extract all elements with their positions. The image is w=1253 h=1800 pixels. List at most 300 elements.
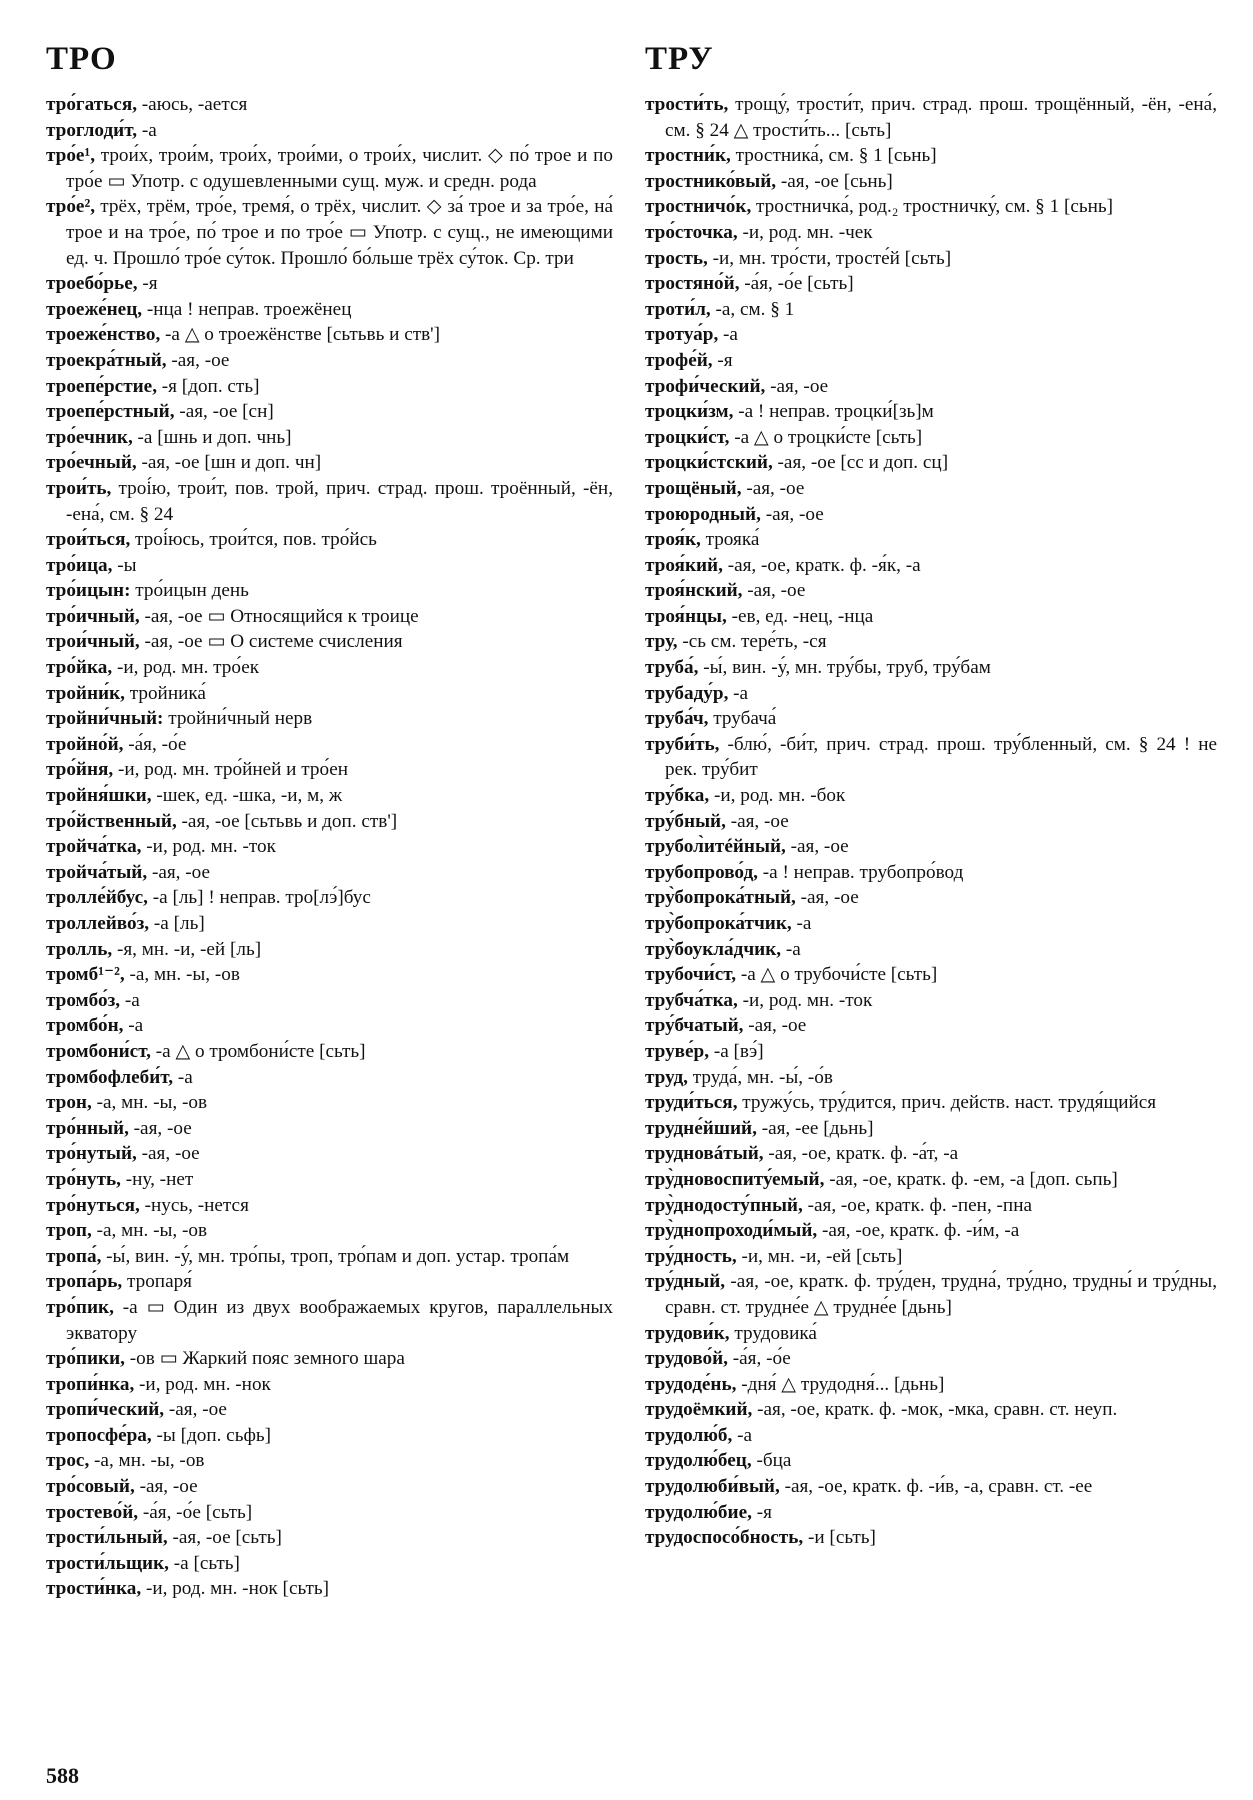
entry-headword: трубопрово́д, — [645, 861, 758, 883]
dictionary-entry — [46, 988, 613, 1014]
entry-headword: тропа́рь, — [46, 1271, 123, 1293]
dictionary-entry — [645, 476, 1217, 502]
left-entries — [46, 92, 613, 1602]
entry-headword: тропосфе́ра, — [46, 1424, 152, 1446]
entry-headword: трубол̀итéйный, — [645, 836, 786, 858]
entry-headword: трудолю́бец, — [645, 1450, 752, 1472]
entry-body: -ая, -ое [сс и доп. сц] — [772, 452, 949, 474]
dictionary-entry — [46, 425, 613, 451]
entry-headword: троя́нский, — [645, 580, 743, 602]
dictionary-entry — [46, 834, 613, 860]
right-entries — [645, 92, 1217, 1551]
entry-body: -а, мн. -ы, -ов — [124, 964, 240, 986]
dictionary-entry — [46, 1065, 613, 1091]
entry-headword: тромбо́з, — [46, 989, 121, 1011]
entry-headword: трости́ть, — [645, 94, 729, 115]
entry-headword: тро́ичный, — [46, 605, 140, 627]
entry-body: -а — [781, 938, 801, 960]
entry-body: -ая, -ое — [743, 1015, 807, 1037]
entry-headword: троцки́зм, — [645, 401, 734, 423]
dictionary-entry — [46, 860, 613, 886]
entry-headword: тройча́тый, — [46, 861, 148, 883]
entry-body: -а — [173, 1066, 193, 1088]
entry-headword: труба́ч, — [645, 708, 709, 730]
entry-body: -а, мн. -ы, -ов — [91, 1220, 207, 1242]
dictionary-entry — [46, 655, 613, 681]
entry-headword: тро́ечник, — [46, 426, 133, 448]
dictionary-entry — [46, 322, 613, 348]
dictionary-entry — [645, 1065, 1217, 1091]
entry-headword: тро́е¹, — [46, 145, 95, 167]
entry-body: -ая, -ее [дьнь] — [756, 1117, 874, 1139]
entry-headword: трубча́тка, — [645, 989, 738, 1011]
dictionary-entry — [46, 450, 613, 476]
entry-headword: тру́бчатый, — [645, 1015, 744, 1037]
dictionary-entry — [645, 1167, 1217, 1193]
entry-headword: троепе́рстный, — [46, 401, 175, 423]
dictionary-entry — [645, 553, 1217, 579]
dictionary-entry — [46, 1500, 613, 1526]
dictionary-entry — [645, 1372, 1217, 1398]
dictionary-entry — [46, 757, 613, 783]
entry-headword: тру̀боукла́дчик, — [645, 938, 782, 960]
entry-body: -а ▭ Один из двух воображаемых кругов, параллельных экватору — [66, 1296, 613, 1344]
dictionary-entry — [645, 1500, 1217, 1526]
entry-body: трёх, трём, тро́е, тремя́, о трёх, числит. ◇ за́ трое и за тро́е, на́ трое и на тро́е, по́ трое и по тро́е ▭ Употр. с сущ., не имеющими ед. ч. Прошло́ тро́е су́ток. Прошло́ бо́льше трёх су́ток. Ср. три — [66, 196, 613, 269]
entry-body: -ая, -ое — [760, 503, 824, 525]
entry-headword: троеже́нец, — [46, 298, 143, 320]
entry-headword: тру̀днодосту́пный, — [645, 1194, 803, 1216]
entry-headword: тро́е², — [46, 196, 95, 218]
dictionary-entry — [645, 604, 1217, 630]
dictionary-entry — [645, 1346, 1217, 1372]
entry-headword: тру̀дновоспиту́емый, — [645, 1168, 825, 1190]
dictionary-entry — [645, 885, 1217, 911]
entry-headword: тру́дность, — [645, 1245, 737, 1267]
entry-body: -а △ о троежёнстве [сьтьвь и ств'] — [160, 324, 440, 346]
dictionary-entry — [645, 271, 1217, 297]
entry-headword: троекра́тный, — [46, 349, 167, 371]
entry-headword: троллейво́з, — [46, 913, 150, 934]
entry-headword: тро́ечный, — [46, 452, 137, 474]
entry-body: -ая, -ое, кратк. ф. -и́м, -а — [817, 1220, 1020, 1242]
entry-body: -я — [712, 349, 733, 371]
dictionary-entry — [645, 143, 1217, 169]
entry-body: -ы — [112, 554, 137, 576]
entry-headword: тройни́к, — [46, 682, 125, 704]
entry-headword: троюродный, — [645, 503, 761, 525]
entry-body: -и, мн. -и, -ей [сьть] — [736, 1245, 903, 1267]
dictionary-entry — [645, 399, 1217, 425]
entry-body: -ая, -ое, кратк. ф. -и́в, -а, сравн. ст. -ее — [779, 1476, 1093, 1498]
entry-headword: троебо́рье, — [46, 273, 138, 295]
dictionary-entry — [46, 681, 613, 707]
dictionary-entry — [645, 937, 1217, 963]
entry-body: -ая, -ое — [164, 1399, 227, 1421]
entry-body: -я — [137, 273, 158, 295]
entry-body: тростничка́, род.₂ тростничку́, см. § 1 [сьнь] — [751, 196, 1114, 218]
entry-body: -и, род. мн. -ток — [737, 989, 873, 1011]
entry-body: -и, род. мн. тро́йней и тро́ен — [113, 759, 349, 781]
entry-headword: трои́чный, — [46, 631, 140, 653]
entry-body: -ая, -ое — [166, 349, 230, 371]
entry-body: -шек, ед. -шка, -и, м, ж — [151, 785, 343, 807]
dictionary-entry — [46, 783, 613, 809]
dictionary-entry — [46, 92, 613, 118]
dictionary-entry — [46, 399, 613, 425]
dictionary-entry — [46, 297, 613, 323]
entry-headword: тромб¹⁻², — [46, 964, 125, 986]
entry-body: -ая, -ое, кратк. ф. -ем, -а [доп. сьпь] — [824, 1168, 1118, 1190]
entry-body: трубача́ — [708, 708, 777, 730]
entry-headword: тро́йственный, — [46, 810, 177, 832]
entry-body: тройни́чный нерв — [163, 708, 313, 730]
entry-headword: трудолю́б, — [645, 1424, 733, 1446]
entry-headword: тростево́й, — [46, 1501, 139, 1523]
entry-body: -ая, -ое, кратк. ф. -пен, -пна — [802, 1194, 1032, 1216]
entry-headword: трубочи́ст, — [645, 964, 737, 986]
entry-body: -а́я, -о́е — [727, 1348, 791, 1370]
entry-body: -а ! неправ. троцки́[зь]м — [733, 401, 934, 423]
entry-headword: труд, — [645, 1066, 688, 1088]
dictionary-entry — [46, 1448, 613, 1474]
entry-body: тропаря́ — [122, 1271, 193, 1293]
entry-headword: тростнико́вый, — [645, 170, 777, 192]
entry-headword: тро́ица, — [46, 554, 113, 576]
entry-headword: трудоде́нь, — [645, 1373, 737, 1395]
entry-headword: трудолю́бие, — [645, 1501, 752, 1523]
dictionary-entry — [645, 706, 1217, 732]
dictionary-entry — [46, 527, 613, 553]
entry-body: -и, мн. тро́сти, тросте́й [сьть] — [707, 247, 952, 269]
entry-body: -а — [137, 119, 157, 141]
entry-headword: троти́л, — [645, 298, 711, 320]
entry-body: -и, род. мн. -нок [сьть] — [141, 1578, 330, 1600]
entry-body: -ы́, вин. -у́, мн. тро́пы, троп, тро́пам и доп. устар. тропа́м — [101, 1245, 570, 1267]
dictionary-entry — [645, 629, 1217, 655]
dictionary-entry — [46, 1141, 613, 1167]
entry-body: -ая, -ое [сн] — [174, 401, 274, 423]
entry-body: -ы [доп. сьфь] — [151, 1424, 272, 1446]
entry-body: -а [сьть] — [168, 1552, 240, 1574]
entry-body: тройника́ — [124, 682, 206, 704]
dictionary-entry — [46, 1039, 613, 1065]
dictionary-entry — [645, 834, 1217, 860]
dictionary-entry — [645, 527, 1217, 553]
entry-body: -ая, -ое — [742, 580, 806, 602]
entry-headword: труба́, — [645, 657, 699, 679]
entry-headword: тротуа́р, — [645, 324, 719, 346]
dictionary-entry — [46, 604, 613, 630]
dictionary-entry — [46, 962, 613, 988]
entry-headword: тро́сточка, — [645, 221, 738, 243]
entry-headword: тромбо́н, — [46, 1015, 124, 1037]
entry-body: труда́, мн. -ы́, -о́в — [687, 1066, 833, 1088]
dictionary-entry — [46, 937, 613, 963]
entry-body: тружу́сь, тру́дится, прич. действ. наст. трудя́щийся — [737, 1092, 1157, 1114]
entry-headword: тро́совый, — [46, 1476, 135, 1498]
dictionary-entry — [46, 118, 613, 144]
entry-body: -ая, -ое — [785, 836, 849, 858]
dictionary-entry — [46, 271, 613, 297]
dictionary-entry — [645, 450, 1217, 476]
dictionary-entry — [46, 1269, 613, 1295]
entry-headword: троцки́ст, — [645, 426, 730, 448]
dictionary-entry — [46, 476, 613, 527]
entry-body: -а́я, -о́е — [123, 733, 187, 755]
entry-headword: трудновáтый, — [645, 1143, 764, 1165]
entry-headword: тростяно́й, — [645, 273, 740, 295]
dictionary-entry — [645, 374, 1217, 400]
dictionary-entry — [46, 1423, 613, 1449]
entry-body: -ая, -ое — [765, 375, 829, 397]
entry-body: троі́ю, трои́т, пов. трой, прич. страд. прош. троённый, -ён, -ена́, см. § 24 — [66, 477, 613, 525]
entry-headword: тро́нуть, — [46, 1168, 121, 1190]
entry-body: -ая, -ое, кратк. ф. -я́к, -а — [722, 554, 921, 576]
dictionary-entry — [645, 297, 1217, 323]
dictionary-entry — [46, 1244, 613, 1270]
entry-body: -ну, -нет — [120, 1168, 194, 1190]
entry-body: тростника́, см. § 1 [сьнь] — [730, 145, 937, 167]
entry-headword: трубаду́р, — [645, 682, 729, 704]
entry-body: -и, род. мн. -бок — [709, 785, 846, 807]
dictionary-entry — [645, 1218, 1217, 1244]
entry-body: -дня́ △ трудодня́... [дьнь] — [736, 1373, 945, 1395]
dictionary-entry — [645, 220, 1217, 246]
entry-headword: тро́ицын: — [46, 580, 131, 602]
entry-headword: трости́льщик, — [46, 1552, 169, 1574]
dictionary-entry — [46, 809, 613, 835]
entry-body: -сь см. тере́ть, -ся — [677, 631, 827, 653]
entry-headword: тро́пик, — [46, 1296, 114, 1318]
entry-body: -ая, -ое — [128, 1117, 192, 1139]
dictionary-entry — [46, 911, 613, 937]
entry-headword: тромбофлеби́т, — [46, 1066, 174, 1088]
entry-headword: трои́ть, — [46, 477, 112, 499]
dictionary-entry — [46, 706, 613, 732]
page-number: 588 — [46, 1763, 79, 1788]
entry-body: -ая, -ое [сьнь] — [776, 170, 893, 192]
dictionary-entry — [645, 1013, 1217, 1039]
dictionary-entry — [46, 194, 613, 271]
entry-headword: тройня́шки, — [46, 785, 152, 807]
entry-headword: трости́нка, — [46, 1578, 142, 1600]
entry-body: -ая, -ое — [134, 1476, 198, 1498]
dictionary-entry — [645, 348, 1217, 374]
entry-headword: тролле́йбус, — [46, 887, 148, 909]
entry-body: -я — [751, 1501, 772, 1523]
dictionary-entry — [46, 374, 613, 400]
dictionary-entry — [645, 1090, 1217, 1116]
entry-body: -ая, -ое — [147, 861, 211, 883]
entry-body: -а — [732, 1424, 753, 1446]
entry-body: -а ! неправ. трубопро́вод — [757, 861, 964, 883]
entry-headword: тру̀бопрока́тчик, — [645, 913, 792, 934]
dictionary-entry — [46, 553, 613, 579]
dictionary-entry — [46, 578, 613, 604]
dictionary-entry — [46, 1167, 613, 1193]
dictionary-entry — [645, 1474, 1217, 1500]
entry-body: -ая, -ое, кратк. ф. -а́т, -а — [763, 1143, 959, 1165]
entry-body: -ая, -ое, кратк. ф. -мок, -мка, сравн. ст. неуп. — [752, 1399, 1118, 1421]
entry-body: -а — [123, 1015, 144, 1037]
dictionary-entry — [46, 143, 613, 194]
entry-headword: тро́йня, — [46, 759, 114, 781]
entry-headword: троепе́рстие, — [46, 375, 157, 397]
dictionary-entry — [645, 1448, 1217, 1474]
entry-body: -я, мн. -и, -ей [ль] — [112, 938, 262, 960]
dictionary-entry — [645, 1244, 1217, 1270]
entry-body: -а́я, -о́е [сьть] — [138, 1501, 253, 1523]
entry-headword: трудне́йший, — [645, 1117, 757, 1139]
left-column — [46, 38, 613, 1602]
entry-headword: тру́бка, — [645, 785, 710, 807]
dictionary-entry — [645, 911, 1217, 937]
dictionary-entry — [46, 1525, 613, 1551]
dictionary-entry — [46, 1397, 613, 1423]
entry-headword: трудоспосо́бность, — [645, 1527, 804, 1549]
entry-body: -а △ о трубочи́сте [сьть] — [736, 964, 938, 986]
dictionary-entry — [46, 1346, 613, 1372]
dictionary-entry — [46, 1013, 613, 1039]
entry-headword: тростни́к, — [645, 145, 731, 167]
entry-body: -а [вэ́] — [709, 1040, 764, 1062]
dictionary-entry — [645, 578, 1217, 604]
entry-body: трощу́, трости́т, прич. страд. прош. трощённый, -ён, -ена́, см. § 24 △ трости́ть... [сьть] — [665, 94, 1217, 141]
entry-headword: тролль, — [46, 938, 113, 960]
entry-headword: трудови́к, — [645, 1322, 730, 1344]
entry-body: -а — [120, 989, 140, 1011]
entry-body: -а △ о троцки́сте [сьть] — [729, 426, 923, 448]
dictionary-entry — [46, 1193, 613, 1219]
entry-body: -ая, -ое [сьть] — [167, 1527, 282, 1549]
entry-headword: троглоди́т, — [46, 119, 138, 141]
entry-headword: троя́нцы, — [645, 605, 727, 627]
entry-body: -и, род. мн. -нок — [134, 1373, 271, 1395]
entry-headword: троцки́стский, — [645, 452, 773, 474]
entry-body: -аюсь, -ается — [137, 94, 248, 115]
dictionary-entry — [645, 425, 1217, 451]
entry-headword: троеже́нство, — [46, 324, 161, 346]
entry-headword: трос, — [46, 1450, 90, 1472]
dictionary-entry — [645, 1525, 1217, 1551]
entry-body: троі́юсь, трои́тся, пов. тро́йсь — [130, 529, 377, 551]
dictionary-entry — [645, 1423, 1217, 1449]
entry-body: -ая, -ое ▭ Относящийся к троице — [139, 605, 419, 627]
entry-headword: тру́дный, — [645, 1271, 726, 1293]
dictionary-entry — [645, 860, 1217, 886]
entry-headword: тромбони́ст, — [46, 1040, 151, 1062]
entry-body: -а — [791, 913, 812, 934]
entry-headword: тропа́, — [46, 1245, 102, 1267]
entry-body: -а [ль] ! неправ. тро[лэ́]бус — [147, 887, 371, 909]
entry-body: -а, мн. -ы, -ов — [91, 1092, 207, 1114]
entry-body: -и, род. мн. -чек — [737, 221, 873, 243]
dictionary-entry — [46, 885, 613, 911]
entry-headword: тропи́нка, — [46, 1373, 135, 1395]
dictionary-entry — [46, 348, 613, 374]
left-running-head: ТРО — [46, 41, 117, 77]
entry-headword: труди́ться, — [645, 1092, 738, 1114]
entry-body: -а — [718, 324, 738, 346]
dictionary-entry — [645, 1269, 1217, 1320]
entry-headword: тро́нуться, — [46, 1194, 140, 1216]
dictionary-entry — [46, 1116, 613, 1142]
entry-body: -а — [728, 682, 749, 704]
dictionary-entry — [645, 1397, 1217, 1423]
entry-body: -нца ! неправ. троежёнец — [142, 298, 352, 320]
dictionary-entry — [645, 1193, 1217, 1219]
dictionary-entry — [645, 246, 1217, 272]
dictionary-entry — [46, 1551, 613, 1577]
entry-body: -ая, -ое [шн и доп. чн] — [136, 452, 322, 474]
entry-body: -ев, ед. -нец, -нца — [726, 605, 874, 627]
dictionary-entry — [46, 1372, 613, 1398]
entry-body: -ая, -ое — [741, 477, 805, 499]
dictionary-entry — [46, 1576, 613, 1602]
dictionary-entry — [645, 194, 1217, 220]
entry-headword: тростничо́к, — [645, 196, 752, 218]
dictionary-entry — [645, 322, 1217, 348]
entry-headword: трощёный, — [645, 477, 742, 499]
entry-body: -и, род. мн. тро́ек — [112, 657, 260, 679]
dictionary-entry — [645, 988, 1217, 1014]
entry-body: -ая, -ое — [136, 1143, 200, 1165]
entry-headword: тройни́чный: — [46, 708, 164, 730]
entry-body: -а [ль] — [149, 913, 205, 934]
entry-body: -ы́, вин. -у́, мн. тру́бы, труб, тру́бам — [698, 657, 991, 679]
entry-headword: трудово́й, — [645, 1348, 728, 1370]
entry-headword: трости́льный, — [46, 1527, 168, 1549]
entry-body: -а △ о тромбони́сте [сьть] — [150, 1040, 366, 1062]
dictionary-entry — [46, 1218, 613, 1244]
dictionary-entry — [645, 1321, 1217, 1347]
entry-headword: тру̀бопрока́тный, — [645, 887, 796, 909]
entry-headword: труве́р, — [645, 1040, 710, 1062]
entry-headword: тро́пики, — [46, 1348, 125, 1370]
entry-headword: трофе́й, — [645, 349, 713, 371]
entry-body: -я [доп. сть] — [157, 375, 260, 397]
entry-headword: трон, — [46, 1092, 92, 1114]
dictionary-entry — [645, 1141, 1217, 1167]
entry-headword: троп, — [46, 1220, 92, 1242]
entry-body: -бца — [751, 1450, 792, 1472]
entry-body: -ая, -ое — [795, 887, 859, 909]
dictionary-entry — [645, 169, 1217, 195]
entry-headword: труби́ть, — [645, 733, 720, 755]
entry-body: -а, мн. -ы, -ов — [89, 1450, 205, 1472]
entry-body: трои́х, трои́м, трои́х, трои́ми, о трои́х, числит. ◇ по́ трое и по тро́е ▭ Употр. с одушевленными сущ. муж. и средн. рода — [66, 145, 613, 192]
dictionary-entry — [645, 732, 1217, 783]
dictionary-entry — [46, 1090, 613, 1116]
dictionary-entry — [645, 655, 1217, 681]
entry-headword: тро́гаться, — [46, 94, 137, 115]
entry-headword: тру́бный, — [645, 810, 726, 832]
entry-body: -и [сьть] — [803, 1527, 876, 1549]
entry-body: трудовика́ — [729, 1322, 817, 1344]
dictionary-entry — [645, 1039, 1217, 1065]
dictionary-entry — [645, 1116, 1217, 1142]
entry-headword: трофи́ческий, — [645, 375, 766, 397]
entry-body: -ая, -ое [сьтьвь и доп. ств'] — [176, 810, 398, 832]
entry-headword: тропи́ческий, — [46, 1399, 165, 1421]
entry-headword: трудолюби́вый, — [645, 1476, 780, 1498]
entry-body: -а [шнь и доп. чнь] — [132, 426, 292, 448]
dictionary-entry — [645, 962, 1217, 988]
dictionary-entry — [645, 92, 1217, 143]
entry-headword: тро́нный, — [46, 1117, 129, 1139]
dictionary-entry — [645, 783, 1217, 809]
